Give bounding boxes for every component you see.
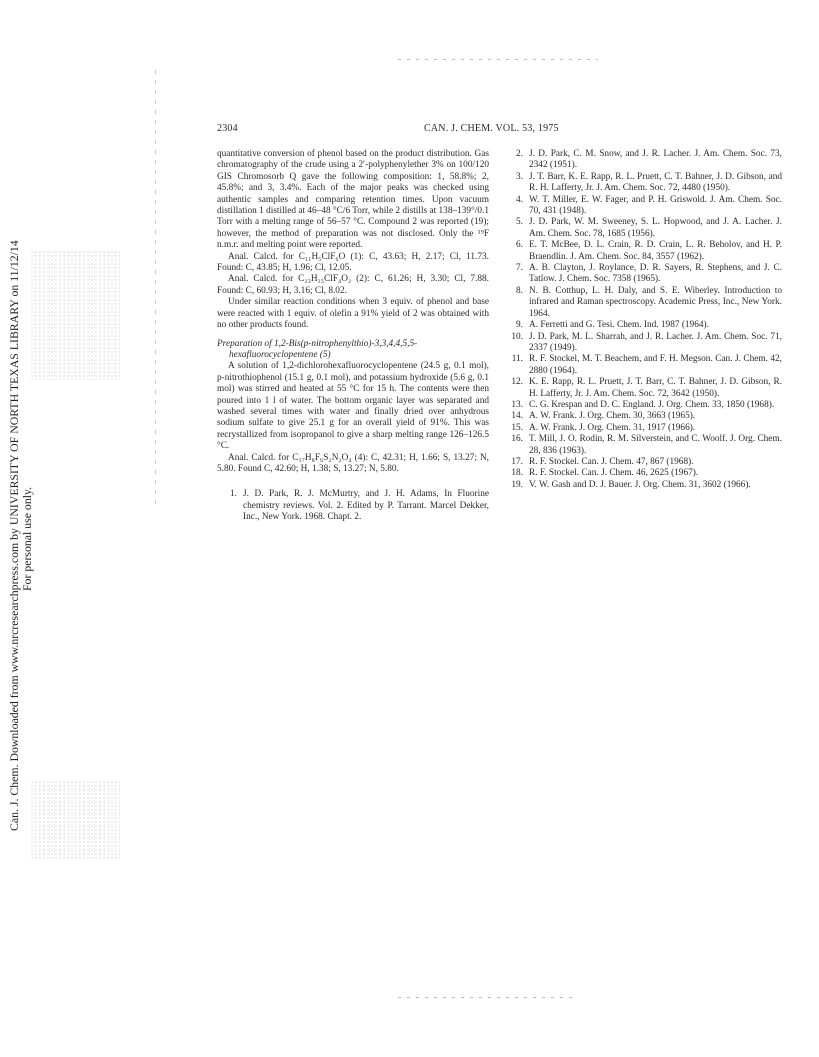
reference-number: 11. bbox=[511, 354, 523, 365]
reference-number: 9. bbox=[516, 320, 523, 331]
reference-number: 18. bbox=[511, 468, 523, 479]
body-paragraph: Under similar reaction conditions when 3 equiv. of phenol and base were reacted with 1 equiv. of olefin a 91% yield of 2 was obtained with no other products found. bbox=[217, 297, 489, 331]
reference-text: C. G. Krespan and D. C. England. J. Org. Chem. 33, 1850 (1968). bbox=[529, 399, 775, 410]
reference-number: 13. bbox=[511, 399, 523, 410]
reference-number: 14. bbox=[511, 411, 523, 422]
reference-text: K. E. Rapp, R. L. Pruett, J. T. Barr, C. T. Bahner, J. D. Gibson, R. H. Lafferty, Jr. J. Am. Chem. Soc. 72, 3642 (1950). bbox=[529, 377, 782, 399]
reference-item bbox=[503, 149, 782, 172]
reference-item bbox=[503, 217, 782, 240]
journal-running-title: CAN. J. CHEM. VOL. 53, 1975 bbox=[424, 123, 559, 134]
reference-text: E. T. McBee, D. L. Crain, R. D. Crain, L. R. Beholov, and H. P. Braendlin. J. Am. Chem. Soc. 84, 3557 (1962). bbox=[529, 240, 782, 262]
reference-number: 7. bbox=[516, 263, 523, 274]
scan-artifact-top bbox=[398, 59, 598, 60]
left-column bbox=[217, 149, 489, 524]
reference-item bbox=[503, 480, 782, 491]
reference-text: J. D. Park, R. J. McMurtry, and J. H. Adams, In Fluorine chemistry reviews. Vol. 2. Edited by P. Tarrant. Marcel Dekker, Inc., New York. 1968. Chapt. 2. bbox=[243, 489, 489, 523]
reference-item bbox=[503, 195, 782, 218]
reference-number: 19. bbox=[511, 479, 523, 490]
reference-number: 1. bbox=[230, 489, 237, 500]
reference-item bbox=[217, 489, 489, 523]
watermark-line2: For personal use only. bbox=[20, 486, 34, 591]
reference-item bbox=[503, 423, 782, 434]
watermark-line1: Can. J. Chem. Downloaded from www.nrcresearchpress.com by UNIVERSITY OF NORTH TEXAS LIBRARY on 11/12/14 bbox=[7, 240, 21, 831]
reference-item bbox=[503, 263, 782, 286]
reference-text: R. F. Stockel. Can. J. Chem. 46, 2625 (1967). bbox=[529, 468, 699, 479]
reference-text: R. F. Stockel. Can. J. Chem. 47, 867 (1968). bbox=[529, 456, 694, 467]
reference-text: J. D. Park, C. M. Snow, and J. R. Lacher. J. Am. Chem. Soc. 73, 2342 (1951). bbox=[529, 149, 782, 171]
reference-item bbox=[503, 434, 782, 457]
body-paragraph: quantitative conversion of phenol based on the product distribution. Gas chromatography of the crude using a 2′-polyphenylether 3% on 100/120 GIS Chromosorb Q gave the following composition: 1, 58.8%; 2, 45.8%; and 3, 3.4%. Each of the major peaks was checked using authentic samples and comparing retention times. Upon vacuum distillation 1 distilled at 46–48 °C/6 Torr, while 2 distills at 138–139°/0.1 Torr with a melting range of 56–57 °C. Compound 2 was reported (19); however, the method of preparation was not disclosed. Only the ¹⁹F n.m.r. and melting point were reported. bbox=[217, 149, 489, 251]
reference-number: 8. bbox=[516, 285, 523, 296]
scan-noise-upper bbox=[30, 250, 120, 380]
reference-item bbox=[503, 377, 782, 400]
reference-text: A. W. Frank. J. Org. Chem. 30, 3663 (1965). bbox=[529, 411, 696, 422]
reference-item bbox=[503, 172, 782, 195]
reference-number: 3. bbox=[516, 171, 523, 182]
page-number: 2304 bbox=[217, 123, 238, 134]
reference-number: 15. bbox=[511, 422, 523, 433]
section-heading-line2: hexafluorocyclopentene (5) bbox=[229, 349, 331, 360]
reference-text: R. F. Stockel, M. T. Beachem, and F. H. Megson. Can. J. Chem. 42, 2880 (1964). bbox=[529, 354, 782, 376]
reference-text: W. T. Miller, E. W. Fager, and P. H. Griswold. J. Am. Chem. Soc. 70, 431 (1948). bbox=[529, 194, 782, 217]
analysis-paragraph: Anal. Calcd. for C₂₃H₁₅ClF₄O₂ (2): C, 61.26; H, 3.30; Cl, 7.88. Found: C, 60.93; H, 3.16; Cl, 8.02. bbox=[217, 274, 489, 296]
reference-list-right bbox=[503, 149, 782, 491]
scan-artifact-vertical bbox=[155, 70, 156, 510]
reference-text: V. W. Gash and D. J. Bauer. J. Org. Chem. 31, 3602 (1966). bbox=[529, 479, 751, 490]
reference-text: A. W. Frank. J. Org. Chem. 31, 1917 (1966). bbox=[529, 422, 696, 433]
reference-number: 17. bbox=[511, 456, 523, 467]
reference-number: 12. bbox=[511, 377, 523, 388]
reference-text: J. T. Barr, K. E. Rapp, R. L. Pruett, C. T. Bahner, J. D. Gibson, and R. H. Lafferty, Jr. J. Am. Chem. Soc. 72, 4480 (1950). bbox=[529, 171, 782, 194]
reference-number: 5. bbox=[516, 217, 523, 228]
reference-item bbox=[503, 411, 782, 422]
reference-list-left bbox=[217, 489, 489, 523]
reference-item bbox=[503, 354, 782, 377]
reference-item bbox=[503, 240, 782, 263]
reference-text: J. D. Park, W. M. Sweeney, S. L. Hopwood, and J. A. Lacher. J. Am. Chem. Soc. 78, 1685 (1956). bbox=[529, 217, 782, 239]
analysis-paragraph: Anal. Calcd. for C₁₁H₅ClF₆O (1): C, 43.63; H, 2.17; Cl, 11.73. Found: C, 43.85; H, 1.96; Cl, 12.05. bbox=[217, 251, 489, 274]
scan-artifact-bottom bbox=[398, 997, 573, 998]
download-watermark bbox=[8, 111, 34, 831]
reference-item bbox=[503, 320, 782, 331]
reference-item bbox=[503, 332, 782, 355]
analysis-paragraph: Anal. Calcd. for C₁₇H₈F₆S₂N₂O₄ (4): C, 42.31; H, 1.66; S, 13.27; N, 5.80. Found C, 42.60; H, 1.38; S, 13.27; N, 5.80. bbox=[217, 452, 489, 474]
reference-item bbox=[503, 400, 782, 411]
reference-number: 4. bbox=[516, 194, 523, 205]
reference-number: 6. bbox=[516, 240, 523, 251]
reference-text: A. B. Clayton, J. Roylance, D. R. Sayers, R. Stephens, and J. C. Tatlow. J. Chem. Soc. 7358 (1965). bbox=[529, 263, 782, 285]
reference-number: 16. bbox=[511, 434, 523, 445]
reference-text: T. Mill, J. O. Rodin, R. M. Silverstein, and C. Woolf. J. Org. Chem. 28, 836 (1963). bbox=[529, 434, 782, 456]
scan-noise-lower bbox=[30, 780, 120, 860]
reference-text: J. D. Park, M. L. Sharrah, and J. R. Lacher. J. Am. Chem. Soc. 71, 2337 (1949). bbox=[529, 331, 782, 353]
reference-item bbox=[503, 468, 782, 479]
reference-item bbox=[503, 286, 782, 320]
reference-number: 10. bbox=[511, 331, 523, 342]
body-paragraph: A solution of 1,2-dichlorohexafluorocyclopentene (24.5 g, 0.1 mol), p-nitrothiophenol (15.1 g, 0.1 mol), and potassium hydroxide (5.6 g, 0.1 mol) was stirred and heated at 55 °C for 15 h. The contents were then poured into 1 l of water. The bottom organic layer was separated and washed several times with water and finally dried over anhydrous sodium sulfate to give 25.1 g for an overall yield of 91%. This was recrystallized from isopropanol to give a sharp melting range 126–126.5 °C. bbox=[217, 361, 489, 452]
reference-item bbox=[503, 457, 782, 468]
section-heading bbox=[217, 339, 489, 362]
section-heading-line1: Preparation of 1,2-Bis(p-nitrophenylthio)-3,3,4,4,5,5- bbox=[217, 338, 418, 349]
reference-number: 2. bbox=[516, 149, 523, 159]
reference-text: A. Ferretti and G. Tesi. Chem. Ind. 1987 (1964). bbox=[529, 320, 709, 331]
reference-text: N. B. Cotthup, L. H. Daly, and S. E. Wiberley. Introduction to infrared and Raman spectroscopy. Academic Press, Inc., New York. 1964. bbox=[529, 285, 782, 319]
